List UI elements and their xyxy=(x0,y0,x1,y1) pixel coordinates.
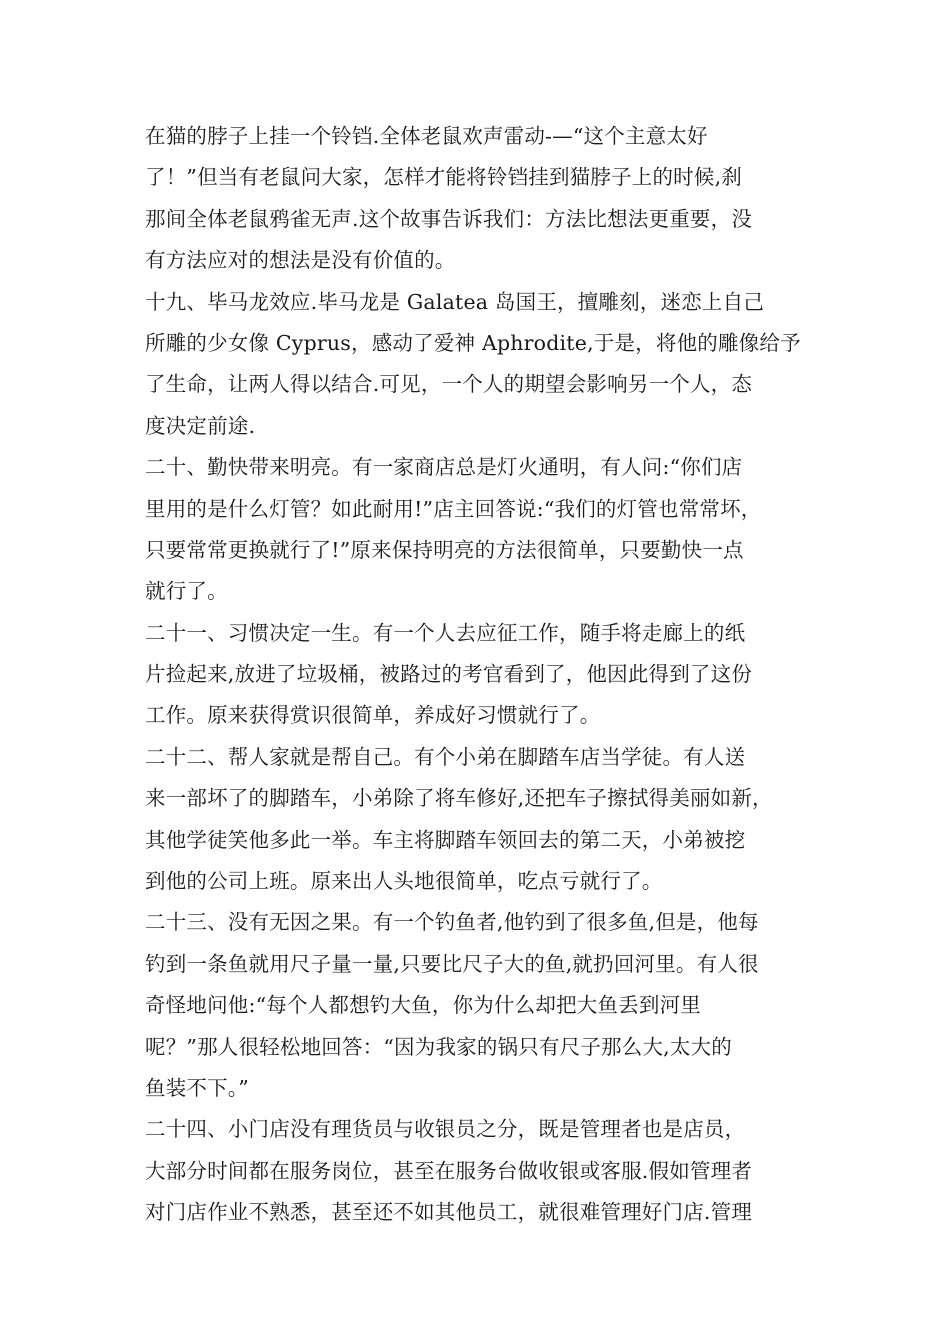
body-text xyxy=(145,116,835,1234)
text-line: 里用的是什么灯管？如此耐用!”店主回答说:“我们的灯管也常常坏， xyxy=(145,496,762,521)
text-line: 呢？”那人很轻松地回答：“因为我家的锅只有尺子那么大,太大的 xyxy=(145,1034,732,1059)
text-line: 对门店作业不熟悉，甚至还不如其他员工，就很难管理好门店.管理 xyxy=(145,1200,753,1225)
text-line: 只要常常更换就行了!”原来保持明亮的方法很简单，只要勤快一点 xyxy=(145,537,744,562)
text-line: 有方法应对的想法是没有价值的。 xyxy=(145,248,456,273)
text-line: 二十一、习惯决定一生。有一个人去应征工作，随手将走廊上的纸 xyxy=(145,620,746,645)
text-line: 奇怪地问他:“每个人都想钓大鱼，你为什么却把大鱼丢到河里 xyxy=(145,993,701,1018)
text-line: 片捡起来,放进了垃圾桶，被路过的考官看到了，他因此得到了这份 xyxy=(145,662,753,687)
text-line: 那间全体老鼠鸦雀无声.这个故事告诉我们：方法比想法更重要，没 xyxy=(145,206,753,231)
text-line: 其他学徒笑他多此一举。车主将脚踏车领回去的第二天，小弟被挖 xyxy=(145,827,746,852)
text-line: 二十四、小门店没有理货员与收银员之分，既是管理者也是店员， xyxy=(145,1117,746,1142)
text-line: 度决定前途. xyxy=(145,413,256,438)
text-line: 二十、勤快带来明亮。有一家商店总是灯火通明，有人问:“你们店 xyxy=(145,455,743,480)
text-line: 所雕的少女像 Cyprus，感动了爱神 Aphrodite,于是，将他的雕像给予 xyxy=(145,330,801,355)
text-line: 二十三、没有无因之果。有一个钓鱼者,他钓到了很多鱼,但是，他每 xyxy=(145,910,759,935)
text-line: 工作。原来获得赏识很简单，养成好习惯就行了。 xyxy=(145,703,601,728)
text-line: 了！”但当有老鼠问大家，怎样才能将铃铛挂到猫脖子上的时候,刹 xyxy=(145,165,742,190)
text-line: 鱼装不下。” xyxy=(145,1075,249,1100)
text-line: 大部分时间都在服务岗位，甚至在服务台做收银或客服.假如管理者 xyxy=(145,1158,753,1183)
text-line: 到他的公司上班。原来出人头地很简单，吃点亏就行了。 xyxy=(145,869,663,894)
text-line: 钓到一条鱼就用尺子量一量,只要比尺子大的鱼,就扔回河里。有人很 xyxy=(145,951,759,976)
text-line: 二十二、帮人家就是帮自己。有个小弟在脚踏车店当学徒。有人送 xyxy=(145,744,746,769)
text-line: 来一部坏了的脚踏车，小弟除了将车修好,还把车子擦拭得美丽如新， xyxy=(145,786,773,811)
text-line: 就行了。 xyxy=(145,579,228,604)
text-line: 十九、毕马龙效应.毕马龙是 Galatea 岛国王，擅雕刻，迷恋上自己 xyxy=(145,289,765,314)
text-line: 了生命，让两人得以结合.可见，一个人的期望会影响另一个人，态 xyxy=(145,372,753,397)
text-line: 在猫的脖子上挂一个铃铛.全体老鼠欢声雷动-—“这个主意太好 xyxy=(145,124,708,148)
